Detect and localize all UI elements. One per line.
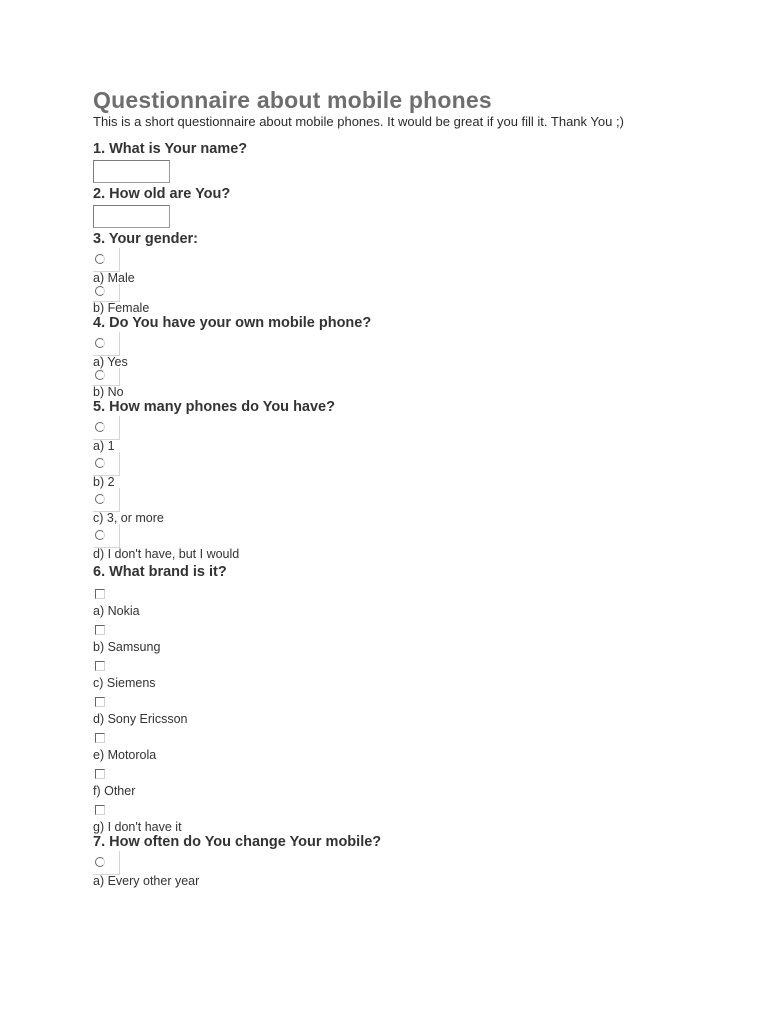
question-title: 5. How many phones do You have?	[93, 399, 335, 415]
checkbox-siemens[interactable]	[95, 661, 105, 671]
radio-container	[93, 524, 120, 548]
option-siemens	[93, 653, 733, 689]
option-label: e) Motorola	[93, 748, 157, 762]
checkbox-motorola[interactable]	[95, 733, 105, 743]
checkbox-container	[93, 725, 120, 749]
option-other	[93, 761, 733, 797]
question-title: 6. What brand is it?	[93, 564, 227, 580]
option-one	[93, 416, 733, 452]
radio-container	[93, 284, 120, 302]
radio-container	[93, 851, 120, 875]
radio-every-other-year[interactable]	[95, 857, 105, 867]
checkbox-sony-ericsson[interactable]	[95, 697, 105, 707]
option-nokia	[93, 581, 733, 617]
radio-one[interactable]	[95, 422, 105, 432]
option-dont-have	[93, 797, 733, 833]
radio-no[interactable]	[95, 370, 105, 380]
question-5	[93, 398, 733, 560]
option-label: b) Samsung	[93, 640, 161, 654]
option-label: b) No	[93, 385, 124, 399]
radio-container	[93, 332, 120, 356]
radio-none-but-would[interactable]	[95, 530, 105, 540]
intro-text: This is a short questionnaire about mobile phones. It would be great if you fill it. Thank You ;)	[93, 114, 624, 129]
option-three-or-more	[93, 488, 733, 524]
option-sony-ericsson	[93, 689, 733, 725]
radio-container	[93, 452, 120, 476]
radio-container	[93, 248, 120, 272]
option-none-but-would	[93, 524, 733, 560]
option-two	[93, 452, 733, 488]
question-title: 4. Do You have your own mobile phone?	[93, 315, 372, 331]
checkbox-container	[93, 581, 120, 605]
page-title: Questionnaire about mobile phones	[93, 87, 492, 113]
option-every-other-year	[93, 851, 733, 887]
checkbox-container	[93, 689, 120, 713]
option-label: g) I don't have it	[93, 820, 182, 834]
radio-yes[interactable]	[95, 338, 105, 348]
option-label: b) 2	[93, 475, 115, 489]
option-label: a) 1	[93, 439, 115, 453]
option-label: d) I don't have, but I would	[93, 547, 240, 561]
option-label: a) Nokia	[93, 604, 140, 618]
question-4	[93, 314, 733, 398]
question-title: 1. What is Your name?	[93, 141, 248, 157]
question-title: 7. How often do You change Your mobile?	[93, 834, 382, 850]
radio-female[interactable]	[95, 286, 105, 296]
radio-container	[93, 488, 120, 512]
question-6	[93, 563, 733, 833]
radio-male[interactable]	[95, 254, 105, 264]
option-label: d) Sony Ericsson	[93, 712, 188, 726]
option-label: a) Yes	[93, 355, 128, 369]
radio-two[interactable]	[95, 458, 105, 468]
checkbox-container	[93, 653, 120, 677]
checkbox-other[interactable]	[95, 769, 105, 779]
option-label: f) Other	[93, 784, 136, 798]
radio-container	[93, 416, 120, 440]
option-yes	[93, 332, 733, 368]
checkbox-dont-have[interactable]	[95, 805, 105, 815]
option-no	[93, 368, 733, 398]
option-motorola	[93, 725, 733, 761]
name-input[interactable]	[93, 160, 170, 183]
checkbox-container	[93, 797, 120, 821]
question-2	[93, 185, 733, 228]
radio-container	[93, 368, 120, 386]
option-samsung	[93, 617, 733, 653]
option-label: b) Female	[93, 301, 150, 315]
option-label: a) Every other year	[93, 874, 200, 888]
age-input[interactable]	[93, 205, 170, 228]
question-title: 2. How old are You?	[93, 186, 231, 202]
checkbox-container	[93, 617, 120, 641]
checkbox-samsung[interactable]	[95, 625, 105, 635]
option-label: c) Siemens	[93, 676, 156, 690]
question-3	[93, 230, 733, 314]
option-male	[93, 248, 733, 284]
questionnaire-form	[93, 86, 733, 887]
option-label: c) 3, or more	[93, 511, 164, 525]
question-1	[93, 140, 733, 183]
option-label: a) Male	[93, 271, 135, 285]
option-female	[93, 284, 733, 314]
checkbox-container	[93, 761, 120, 785]
checkbox-nokia[interactable]	[95, 589, 105, 599]
radio-three-or-more[interactable]	[95, 494, 105, 504]
question-7	[93, 833, 733, 887]
question-title: 3. Your gender:	[93, 231, 199, 247]
